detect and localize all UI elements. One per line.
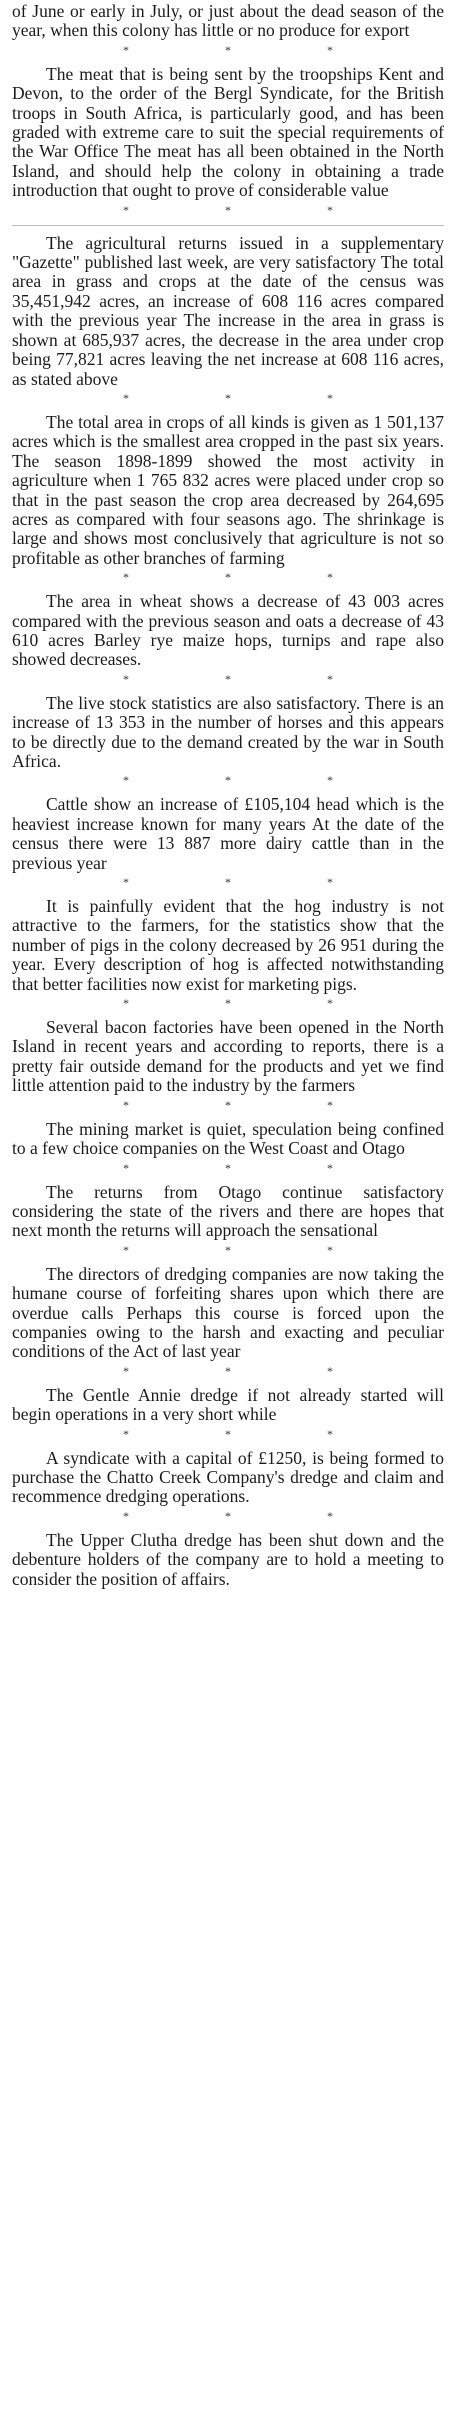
article-paragraph-8: It is painfully evident that the hog industry is not attractive to the farmers, for the statistics show that the number of pigs in the colony decreased by 26 951 during the year. Every description of hog is affected notwithstanding that better facilities now exist for marketing pigs. — [12, 896, 444, 994]
article-paragraph-6: The live stock statistics are also satisfactory. There is an increase of 13 353 in the number of horses and this appears to be directly due to the demand created by the war in South Africa. — [12, 692, 444, 771]
article-paragraph-5: The area in wheat shows a decrease of 43 003 acres compared with the previous season and oats a decrease of 43 610 acres Barley rye maize hops, turnips and rape also showed decreases. — [12, 591, 444, 670]
separator-stars: * * * — [123, 42, 333, 57]
article-paragraph-3: The agricultural returns issued in a supplementary "Gazette" published last week, are very satisfactory The total area in grass and crops at the date of the census was 35,451,942 acres, an increase of 608 116 acres compared with the previous year The increase in the area in grass is shown at 685,937 acres, the decrease in the area under crop being 77,821 acres leaving the net increase at 608 116 acres, as stated above — [12, 232, 444, 389]
separator-stars: * * * — [123, 1097, 333, 1112]
article-paragraph-14: A syndicate with a capital of £1250, is being formed to purchase the Chatto Creek Company's dredge and claim and recommence dredging operations. — [12, 1447, 444, 1507]
separator-stars: * * * — [123, 570, 333, 585]
separator-stars: * * * — [123, 996, 333, 1011]
separator-stars: * * * — [123, 773, 333, 788]
separator-stars: * * * — [123, 202, 333, 217]
article-paragraph-7: Cattle show an increase of £105,104 head which is the heaviest increase known for many years At the date of the census there were 13 887 more dairy cattle than in the previous year — [12, 794, 444, 873]
article-paragraph-15: The Upper Clutha dredge has been shut down and the debenture holders of the company are to hold a meeting to consider the position of affairs. — [12, 1529, 444, 1589]
article-paragraph-1: of June or early in July, or just about the dead season of the year, when this colony has little or no produce for export — [12, 1, 444, 41]
article-paragraph-12: The directors of dredging companies are now taking the humane course of forfeiting shares upon which there are overdue calls Perhaps this course is forced upon the companies owing to the harsh and exacting and peculiar conditions of the Act of last year — [12, 1263, 444, 1362]
separator-stars: * * * — [123, 390, 333, 405]
separator-stars: * * * — [123, 1242, 333, 1257]
separator-stars: * * * — [123, 875, 333, 890]
article-paragraph-4: The total area in crops of all kinds is given as 1 501,137 acres which is the smallest area cropped in the past six years. The season 1898-1899 showed the most activity in agriculture when 1 765 832 acres were placed under crop so that in the past season the crop area decreased by 264,695 acres as compared with four seasons ago. The shrinkage is large and shows most conclusively that agriculture is not so profitable as other branches of farming — [12, 411, 444, 568]
column-rule — [12, 225, 444, 226]
article-paragraph-9: Several bacon factories have been opened in the North Island in recent years and according to reports, there is a pretty fair outside demand for the products and yet we find little attention paid to the industry by the farmers — [12, 1017, 444, 1096]
separator-stars: * * * — [123, 1363, 333, 1378]
article-paragraph-2: The meat that is being sent by the troopships Kent and Devon, to the order of the Bergl Syndicate, for the British troops in South Africa, is particularly good, and has been graded with extreme care to suit the special requirements of the War Office The meat has all been obtained in the North Island, and should help the colony in obtaining a trade introduction that ought to prove of considerable value — [12, 63, 444, 201]
article-paragraph-11: The returns from Otago continue satisfactory considering the state of the rivers and there are hopes that next month the returns will approach the sensational — [12, 1181, 444, 1241]
separator-stars: * * * — [123, 1508, 333, 1523]
separator-stars: * * * — [123, 1160, 333, 1175]
article-paragraph-10: The mining market is quiet, speculation being confined to a few choice companies on the West Coast and Otago — [12, 1118, 444, 1159]
separator-stars: * * * — [123, 671, 333, 686]
article-paragraph-13: The Gentle Annie dredge if not already started will begin operations in a very short while — [12, 1384, 444, 1425]
separator-stars: * * * — [123, 1426, 333, 1441]
